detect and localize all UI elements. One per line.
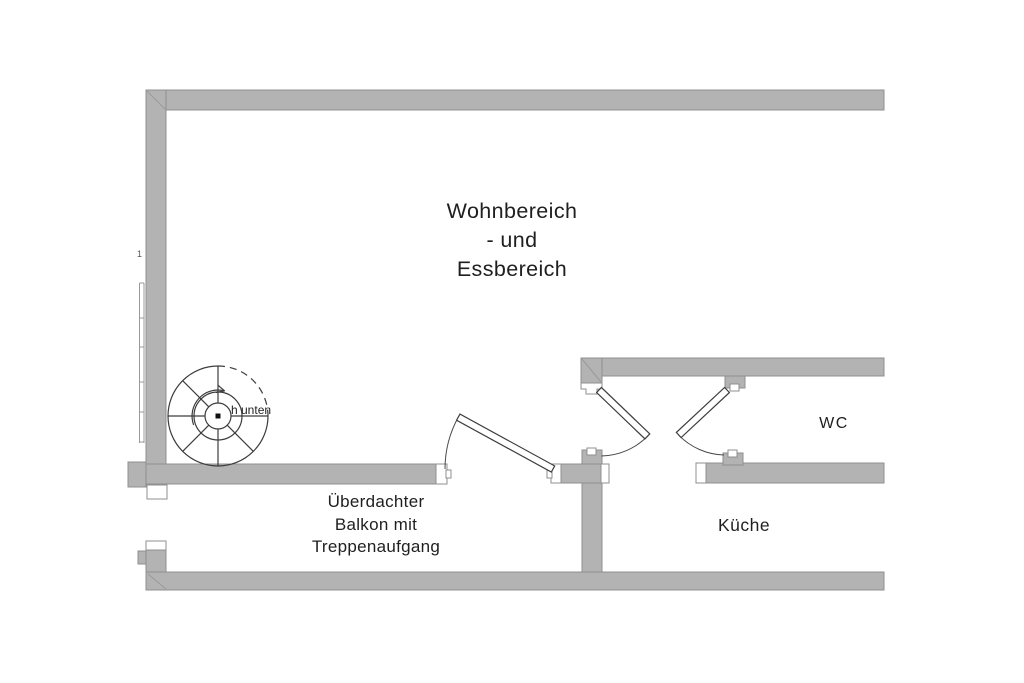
wall-kitchen-north [706,463,884,483]
door-balcony-arc [445,417,458,469]
balcony-label-line3: Treppenaufgang [311,537,441,556]
kitchen-label: Küche [717,515,771,535]
stair-direction-label: h unten [231,403,272,417]
stair-center-post [216,414,221,419]
wall-left [146,90,166,485]
living-area-label-line2: - und [486,228,538,252]
door-kitchen-arc [679,435,724,455]
wc-label: WC [819,415,849,432]
wall-bottom-vertical [146,550,166,572]
wall-top [146,90,884,110]
wall-balcony [146,464,436,484]
door-kitchen-leaf [676,387,729,437]
cap-balcony-wall-notch [446,470,451,478]
notch-kitchen-door-top [730,384,739,391]
door-balcony-leaf [457,414,555,472]
wall-bottom-stub [138,551,146,564]
stair-direction-arrowhead [216,385,225,392]
balcony-label-line1: Überdachter [327,492,425,511]
cap-left-wall-bottom [147,485,167,499]
wall-bottom [146,572,884,590]
door-corridor-arc [601,436,647,456]
living-area-label-line3: Essbereich [456,257,568,281]
cap-kitchen-north-left [696,463,706,483]
notch-kitchen-door-bottom [728,450,737,457]
wall-wc-north [581,358,884,376]
walls [128,90,884,590]
door-corridor-leaf [597,387,650,438]
exterior-stair-rail [140,283,145,443]
balcony-label-line2: Balkon mit [334,515,418,534]
notch-junction-top [587,448,596,455]
cap-junction-bar-right [601,464,609,483]
cap-bottom-vertical-top [146,541,166,550]
living-area-label-line1: Wohnbereich [446,199,578,223]
wall-balcony-stub [128,462,146,487]
edge-mark-label: 1 [137,249,143,259]
